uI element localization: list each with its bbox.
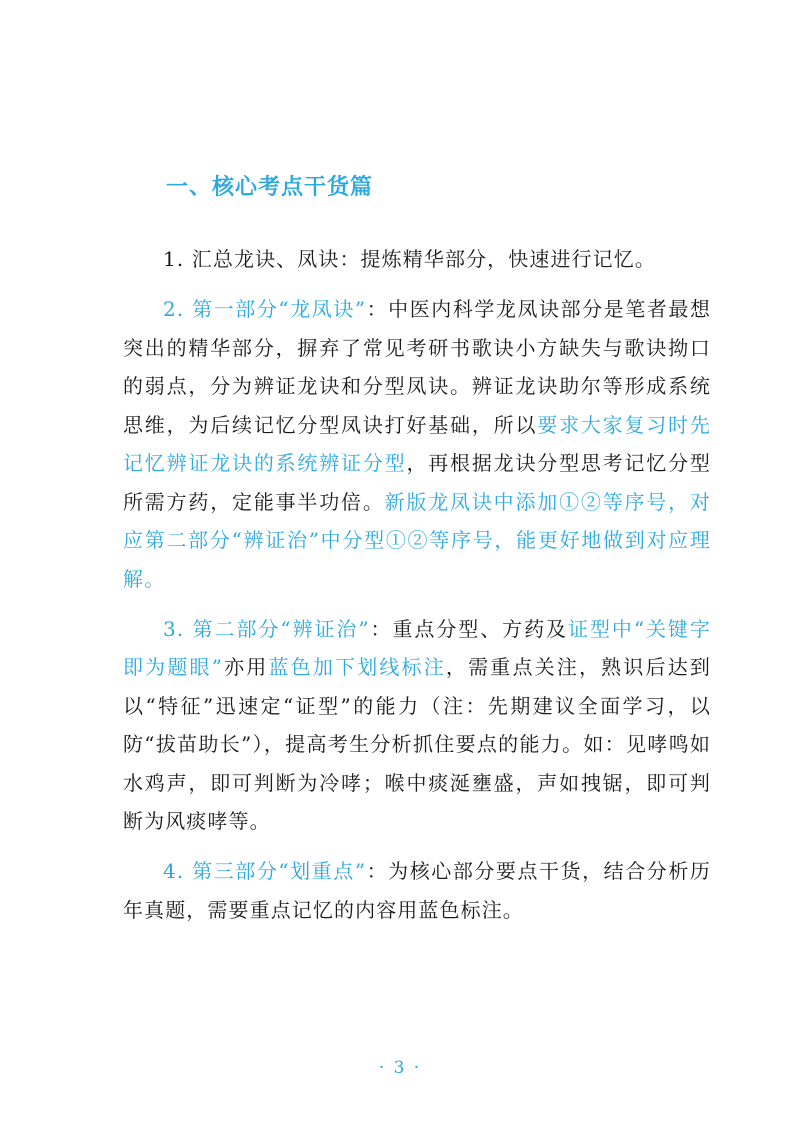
- section-title: 一、核心考点干货篇: [166, 175, 374, 200]
- text-run: ：中医内科学龙凤诀部分是笔者最想突出的精华部分，摒弃了常见考研书歌诀小方缺失与歌诀拗口的弱点，分为辨证龙诀和分型凤诀。辨证龙诀助尔等形成系统思维，为后续记忆分型凤诀打好基础，所以: [123, 297, 711, 437]
- highlighted-text: 蓝色加下划线标注: [268, 655, 446, 679]
- paragraph-2: [123, 290, 711, 598]
- highlighted-text: 新版龙凤诀中添加①②等序号，对应第二部分“辨证治”中分型①②等序号，能更好地做到对应理解。: [123, 489, 712, 591]
- highlighted-text: 证型中“关键字即为题眼”: [123, 616, 711, 679]
- paragraph-1: [123, 240, 711, 279]
- highlighted-text: 2. 第一部分“龙凤诀”: [163, 297, 367, 321]
- text-run: ：重点分型、方药及: [369, 616, 568, 641]
- body-text: [123, 240, 711, 941]
- highlighted-text: 4. 第三部分“划重点”: [163, 859, 367, 883]
- page-number: · 3 ·: [378, 1058, 422, 1078]
- text-run: 亦用: [223, 655, 269, 679]
- paragraph-3: [123, 610, 711, 841]
- paragraph-4: [123, 852, 711, 929]
- text-run: 1. 汇总龙诀、凤诀：提炼精华部分，快速进行记忆。: [163, 247, 656, 271]
- highlighted-text: 3. 第二部分“辨证治”: [163, 616, 370, 641]
- text-run: ，再根据龙诀分型思考记忆分型所需方药，定能事半功倍。: [123, 451, 711, 514]
- text-run: ，需重点关注，熟识后达到以“特征”迅速定“证型”的能力（注：先期建议全面学习，以防“拔苗助长”），提高考生分析抓住要点的能力。如：见哮鸣如水鸡声，即可判断为冷哮；喉中痰涎壅盛，声如拽锯，即可判断为风痰哮等。: [123, 655, 711, 833]
- text-run: ：为核心部分要点干货，结合分析历年真题，需要重点记忆的内容用蓝色标注。: [123, 859, 711, 922]
- highlighted-text: 要求大家复习时先记忆辨证龙诀的系统辨证分型: [123, 412, 711, 475]
